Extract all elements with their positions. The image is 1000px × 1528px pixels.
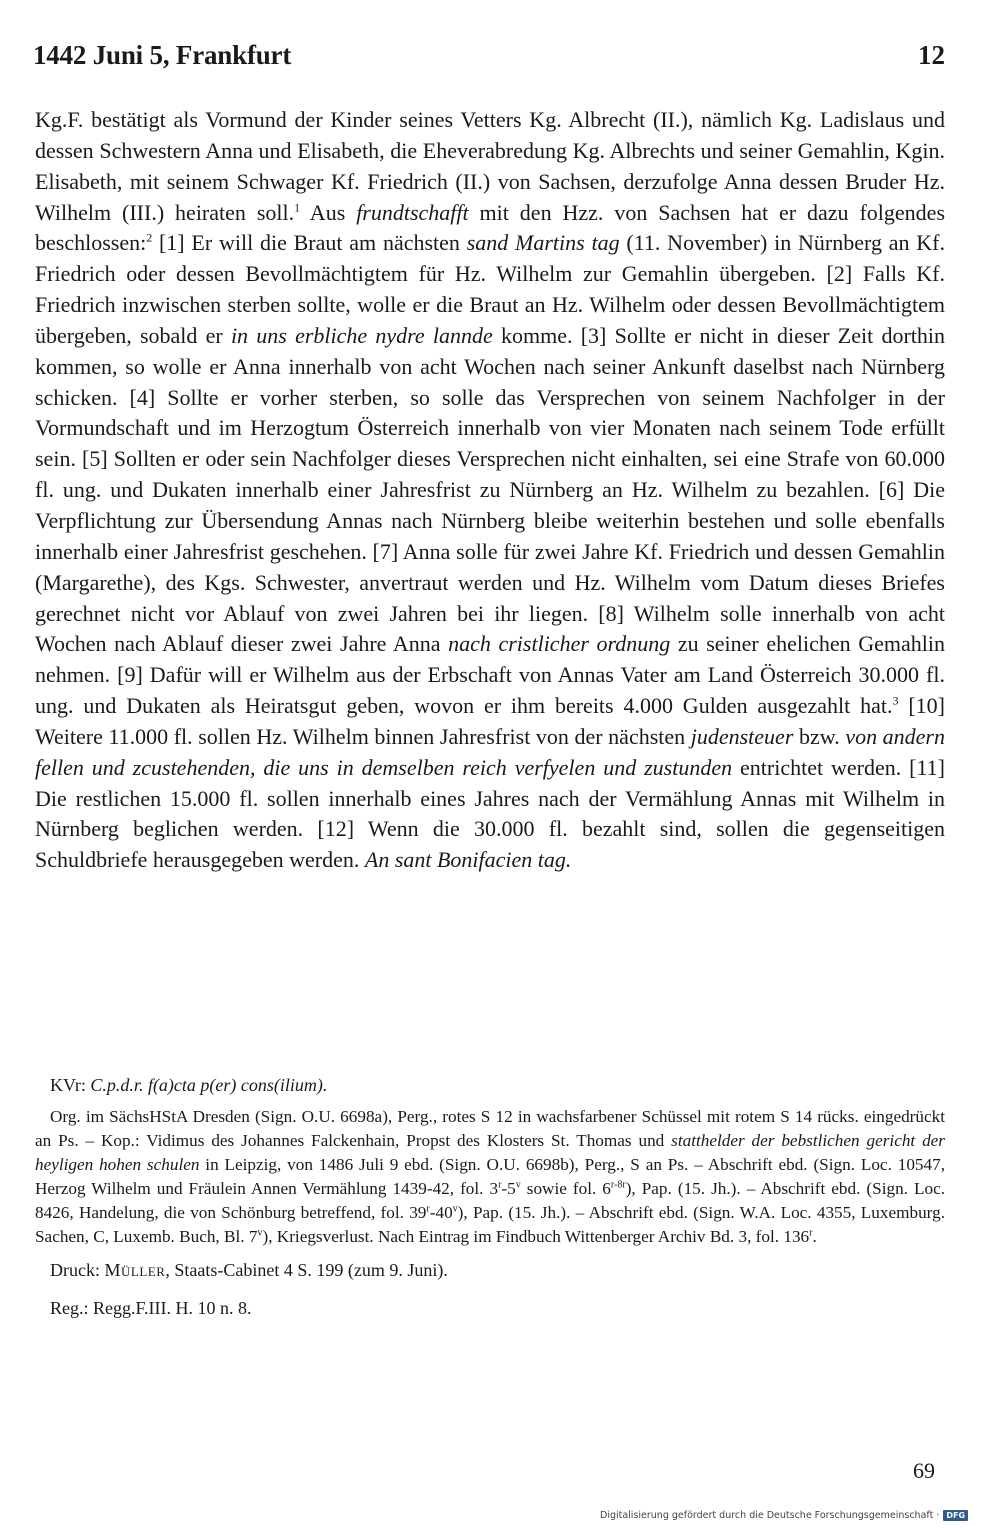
tradition-text: -5 bbox=[501, 1178, 516, 1198]
chancery-note-text: C.p.d.r. f(a)cta p(er) cons(ilium). bbox=[90, 1075, 328, 1095]
regest-text: [1] Er will die Braut am nächsten bbox=[152, 230, 467, 256]
footnote-marker: 3 bbox=[892, 693, 899, 708]
digitization-footer bbox=[600, 1510, 968, 1521]
regest-text: [10] Weitere 11.000 fl. sollen Hz. Wilhelm binnen Jahresfrist von der nächsten bbox=[35, 693, 945, 749]
regest-text: entrichtet werden. [11] Die restlichen 15.000 fl. sollen innerhalb eines Jahres nach der Vermählung Annas mit Wilhelm in Nürnberg beglichen werden. [12] Wenn die 30.000 fl. bezahlt sind, sollen die gegenseitigen Schuldbriefe herausgegeben werden. bbox=[35, 754, 945, 873]
tradition-text: in Leipzig, von 1486 Juli 9 ebd. (Sign. O.U. 6698b), Perg., S an Ps. – Abschrift ebd. (Sign. Loc. 10547, Herzog Wilhelm und Fräulein Annen Vermählung 1439-42, fol. 3 bbox=[35, 1154, 945, 1198]
folio-side: v bbox=[515, 1178, 521, 1190]
quoted-source-text: in uns erbliche nydre lannde bbox=[230, 322, 493, 348]
dating-clause: An sant Bonifacien tag. bbox=[364, 847, 572, 873]
regest-text: (11. November) in Nürnberg an Kf. Friedrich oder dessen Bevollmächtigtem für Hz. Wilhelm zur Gemahlin übergeben. [2] Falls Kf. Friedrich inzwischen sterben sollte, wolle er die Braut an Hz. Wilhelm oder dessen Bevollmächtigtem übergeben, sobald er bbox=[35, 230, 945, 348]
tradition-text: ), Pap. (15. Jh.). – Abschrift ebd. (Sign. Loc. 8426, Handelung, die von Schönburg betreffend, fol. 39 bbox=[35, 1178, 945, 1222]
tradition-paragraph bbox=[35, 1105, 945, 1248]
apparatus bbox=[35, 1073, 945, 1320]
tradition-text: Org. im SächsHStA Dresden (Sign. O.U. 6698a), Perg., rotes S 12 in wachsfarbener Schüssel mit rotem S 14 rücks. eingedrückt an Ps. – Kop.: Vidimus des Johannes Falckenhain, Propst des Klosters St. Thomas und bbox=[35, 1107, 945, 1150]
regest-heading: 1442 Juni 5, Frankfurt bbox=[33, 40, 292, 70]
footer-text: Digitalisierung gefördert durch die Deutsche Forschungsgemeinschaft · bbox=[600, 1510, 940, 1521]
tradition-text: ), Pap. (15. Jh.). – Abschrift ebd. (Sign. W.A. Loc. 4355, Luxemburg. Sachen, C, Luxemb. Buch, Bl. 7 bbox=[35, 1202, 945, 1246]
regest-text: zu seiner ehelichen Gemahlin nehmen. [9] Dafür will er Wilhelm aus der Erbschaft von Annas Vater am Land Österreich 30.000 fl. ung. und Dukaten als Heiratsgut geben, wovon er ihm bereits 4.000 Gulden ausgezahlt hat. bbox=[35, 631, 945, 719]
tradition-text: ), Kriegsverlust. Nach Eintrag im Findbuch Wittenberger Archiv Bd. 3, fol. 136 bbox=[262, 1226, 810, 1246]
dfg-logo-icon: DFG bbox=[943, 1510, 968, 1521]
quoted-source-text: von andern fellen und zcustehenden, die uns in demselben reich verfyelen und zustunden bbox=[35, 723, 945, 780]
regest-text: Kg.F. bestätigt als Vormund der Kinder seines Vetters Kg. Albrecht (II.), nämlich Kg. Ladislaus und dessen Schwestern Anna und Elisabeth, die Eheverabredung Kg. Albrechts und seiner Gemahlin, Kgin. Elisabeth, mit seinem Schwager Kf. Friedrich (II.) von Sachsen, derzufolge Anna dessen Bruder Hz. Wilhelm (III.) heiraten soll. bbox=[35, 107, 945, 225]
print-reference bbox=[35, 1258, 945, 1282]
tradition-text: sowie fol. 6 bbox=[520, 1178, 611, 1198]
regesta-reference: Reg.: Regg.F.III. H. 10 n. 8. bbox=[50, 1298, 252, 1319]
quoted-source-text: judensteuer bbox=[690, 723, 794, 749]
regest-number: 12 bbox=[918, 40, 945, 70]
print-author: Müller bbox=[104, 1260, 166, 1281]
folio-side: v bbox=[257, 1226, 263, 1238]
regest-text: Aus bbox=[300, 199, 357, 225]
footnote-marker: 1 bbox=[294, 200, 301, 215]
tradition-text: . bbox=[812, 1226, 817, 1246]
folio-side: r-8r bbox=[610, 1178, 626, 1190]
folio-side: r bbox=[809, 1226, 813, 1238]
tradition-text: -40 bbox=[429, 1202, 453, 1222]
quoted-source-text: nach cristlicher ordnung bbox=[448, 631, 671, 657]
quoted-source-text: sand Martins tag bbox=[466, 230, 620, 256]
regest-text: mit den Hzz. von Sachsen hat er dazu folgendes beschlossen: bbox=[35, 199, 946, 256]
quoted-source-text: frundtschafft bbox=[356, 199, 469, 225]
regest-text: komme. [3] Sollte er nicht in dieser Zeit dorthin kommen, so wolle er Anna innerhalb von acht Wochen nach seiner Ankunft daselbst nach Nürnberg schicken. [4] Sollte er vorher sterben, so solle das Versprechen von seinem Nachfolger in der Vormundschaft und im Herzogtum Österreich innerhalb von vier Monaten nach seinem Tode erfüllt sein. [5] Sollten er oder sein Nachfolger dieses Versprechen nicht einhalten, sei eine Strafe von 60.000 fl. ung. und Dukaten innerhalb einer Jahresfrist zu Nürnberg an Hz. Wilhelm zu bezahlen. [6] Die Verpflichtung zur Übersendung Annas nach Nürnberg bleibe weiterhin bestehen und solle ebenfalls innerhalb einer Jahresfrist geschehen. [7] Anna solle für zwei Jahre Kf. Friedrich und dessen Gemahlin (Margarethe), des Kgs. Schwester, anvertraut werden und Hz. Wilhelm vom Datum dieses Briefes gerechnet nicht vor Ablauf von zwei Jahren bei ihr liegen. [8] Wilhelm solle innerhalb von acht Wochen nach Ablauf dieser zwei Jahre Anna bbox=[35, 322, 945, 657]
regest-paragraph bbox=[35, 105, 945, 876]
chancery-note-label: KVr: bbox=[50, 1075, 91, 1095]
regest-body bbox=[35, 105, 945, 876]
folio-side: r bbox=[498, 1178, 502, 1190]
footnote-marker: 2 bbox=[146, 231, 153, 246]
folio-side: r bbox=[426, 1202, 430, 1214]
print-label: Druck: bbox=[50, 1260, 105, 1281]
regest-text: bzw. bbox=[793, 723, 846, 749]
chancery-note bbox=[35, 1073, 945, 1097]
page-number: 69 bbox=[913, 1458, 935, 1483]
folio-side: v bbox=[452, 1202, 458, 1214]
quoted-source-text: statthelder der bebstlichen gericht der heyligen hohen schulen bbox=[35, 1130, 945, 1174]
print-text: , Staats-Cabinet 4 S. 199 (zum 9. Juni). bbox=[165, 1260, 448, 1281]
